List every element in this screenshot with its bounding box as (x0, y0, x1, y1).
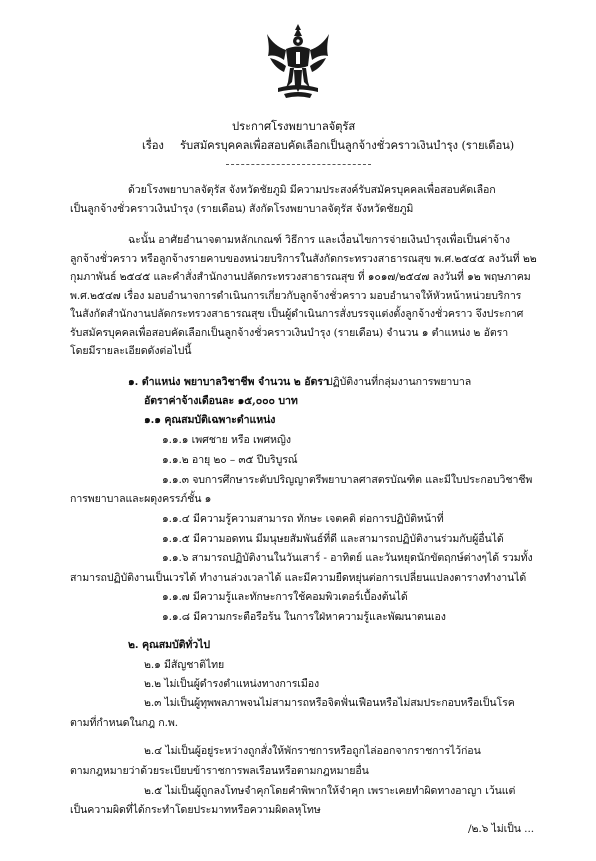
qualification-1-1-8: ๑.๑.๘ มีความกระตือรือร้น ในการใฝ่หาความรู้และพัฒนาตนเอง (162, 611, 446, 623)
general-2-5-cont: เป็นความผิดที่ได้กระทำโดยประมาทหรือความผิดลหุโทษ (70, 804, 321, 816)
paragraph-2-line-5: ในสังกัดสำนักงานปลัดกระทรวงสาธารณสุข เป็นผู้ดำเนินการสั่งบรรจุแต่งตั้งลูกจ้างชั่วคราว จึงประกาศ (70, 308, 524, 320)
qualification-1-1-7: ๑.๑.๗ มีความรู้และทักษะการใช้คอมพิวเตอร์เบื้องต้นได้ (162, 591, 408, 603)
general-2-4: ๒.๔ ไม่เป็นผู้อยู่ระหว่างถูกสั่งให้พักราชการหรือถูกไล่ออกจากราชการไว้ก่อน (144, 745, 481, 757)
position-salary: อัตราค่าจ้างเดือนละ ๑๕,๐๐๐ บาท (144, 395, 298, 407)
intro-line-1: ด้วยโรงพยาบาลจัตุรัส จังหวัดชัยภูมิ มีความประสงค์รับสมัครบุคคลเพื่อสอบคัดเลือก (128, 184, 496, 196)
qualification-1-1-4: ๑.๑.๔ มีความรู้ความสามารถ ทักษะ เจตคติ ต่อการปฏิบัติหน้าที่ (162, 513, 444, 525)
garuda-emblem-icon (264, 22, 332, 102)
qualification-1-1-2: ๑.๑.๒ อายุ ๒๐ – ๓๕ ปีบริบูรณ์ (162, 454, 298, 466)
paragraph-2-line-6: รับสมัครบุคคลเพื่อสอบคัดเลือกเป็นลูกจ้างชั่วคราวเงินบำรุง (รายเดือน) จำนวน ๑ ตำแหน่ง ๒ อัตรา (70, 327, 509, 339)
general-2-3: ๒.๓ ไม่เป็นผู้ทุพพลภาพจนไม่สามารถหรือจิตฟั่นเฟือนหรือไม่สมประกอบหรือเป็นโรค (144, 697, 515, 709)
position-workplace: ปฏิบัติงานที่กลุ่มงานการพยาบาล (326, 376, 472, 388)
general-2-3-cont: ตามที่กำหนดในกฎ ก.พ. (70, 717, 179, 729)
subject-prefix: เรื่อง (142, 139, 164, 152)
position-heading: ๑. ตำแหน่ง พยาบาลวิชาชีพ จำนวน ๒ อัตรา (128, 376, 329, 388)
paragraph-2-line-3: กุมภาพันธ์ ๒๕๔๕ และคำสั่งสำนักงานปลัดกระทรวงสาธารณสุข ที่ ๑๐๑๗/๒๕๔๗ ลงวันที่ ๑๒ พฤษภาคม (70, 271, 531, 283)
general-2-2: ๒.๒ ไม่เป็นผู้ดำรงตำแหน่งทางการเมือง (144, 678, 320, 690)
intro-line-2: เป็นลูกจ้างชั่วคราวเงินบำรุง (รายเดือน) สังกัดโรงพยาบาลจัตุรัส จังหวัดชัยภูมิ (70, 203, 414, 215)
paragraph-2-line-2: ลูกจ้างชั่วคราว หรือลูกจ้างรายคาบของหน่วยบริการในสังกัดกระทรวงสาธารณสุข พ.ศ.๒๕๔๕ ลงวันที่ ๒๒ (70, 253, 537, 265)
continuation-note: /๒.๖ ไม่เป็น ... (468, 823, 534, 835)
qualification-1-1-3: ๑.๑.๓ จบการศึกษาระดับปริญญาตรีพยาบาลศาสตรบัณฑิต และมีใบประกอบวิชาชีพ (162, 474, 533, 486)
title-separator (226, 164, 371, 165)
general-qualifications-heading: ๒. คุณสมบัติทั่วไป (128, 639, 211, 651)
general-2-5: ๒.๕ ไม่เป็นผู้ถูกลงโทษจำคุกโดยคำพิพากให้จำคุก เพราะเคยทำผิดทางอาญา เว้นแต่ (144, 785, 516, 797)
general-2-4-cont: ตามกฎหมายว่าด้วยระเบียบข้าราชการพลเรือนหรือตามกฎหมายอื่น (70, 765, 369, 777)
qualification-1-1-5: ๑.๑.๕ มีความอดทน มีมนุษยสัมพันธ์ที่ดี และสามารถปฏิบัติงานร่วมกับผู้อื่นได้ (162, 533, 504, 545)
qualification-1-1-1: ๑.๑.๑ เพศชาย หรือ เพศหญิง (162, 434, 291, 446)
subject-line: รับสมัครบุคคลเพื่อสอบคัดเลือกเป็นลูกจ้างชั่วคราวเงินบำรุง (รายเดือน) (180, 139, 515, 152)
paragraph-2-line-7: โดยมีรายละเอียดดังต่อไปนี้ (70, 345, 192, 357)
paragraph-2-line-4: พ.ศ.๒๕๔๗ เรื่อง มอบอำนาจการดำเนินการเกี่ยวกับลูกจ้างชั่วคราว มอบอำนาจให้หัวหน้าหน่วยบริการ (70, 290, 522, 302)
specific-qualifications-heading: ๑.๑ คุณสมบัติเฉพาะตำแหน่ง (144, 414, 276, 426)
general-2-1: ๒.๑ มีสัญชาติไทย (144, 659, 225, 671)
qualification-1-1-6-cont: สามารถปฏิบัติงานเป็นเวรได้ ทำงานล่วงเวลาได้ และมีความยืดหยุ่นต่อการเปลี่ยนแปลงตารางทำงานได้ (70, 572, 527, 584)
paragraph-2-line-1: ฉะนั้น อาศัยอำนาจตามหลักเกณฑ์ วิธีการ และเงื่อนไขการจ่ายเงินบำรุงเพื่อเป็นค่าจ้าง (128, 234, 510, 246)
qualification-1-1-3-cont: การพยาบาลและผดุงครรภ์ชั้น ๑ (70, 493, 212, 505)
announcement-title: ประกาศโรงพยาบาลจัตุรัส (232, 120, 356, 133)
qualification-1-1-6: ๑.๑.๖ สามารถปฏิบัติงานในวันเสาร์ - อาทิตย์ และวันหยุดนักขัตฤกษ์ต่างๆได้ รวมทั้ง (162, 552, 533, 564)
